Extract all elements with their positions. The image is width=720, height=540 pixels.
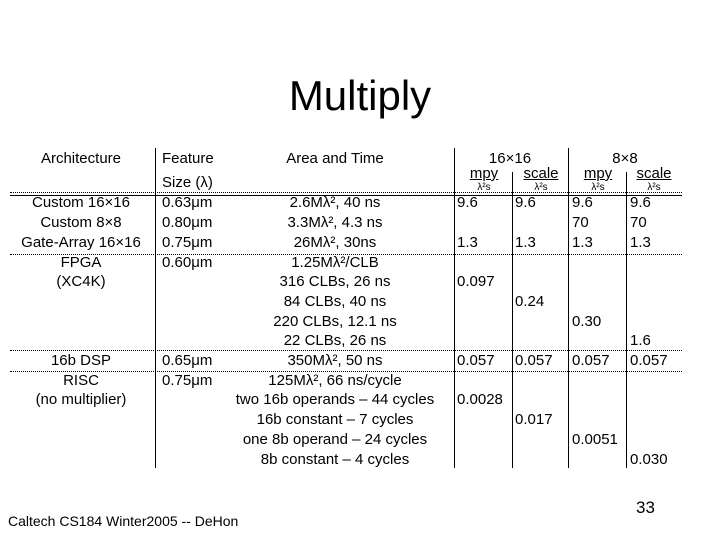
cell-scale-16: 9.6 bbox=[515, 194, 536, 211]
header-group-16x16: 16×16 bbox=[488, 150, 532, 167]
cell-feature: 0.65μm bbox=[162, 352, 213, 369]
column-divider bbox=[454, 148, 455, 468]
cell-area-time: 16b constant – 7 cycles bbox=[256, 411, 414, 428]
cell-area-time: 26Mλ², 30ns bbox=[293, 234, 377, 251]
cell-scale-8: 9.6 bbox=[630, 194, 651, 211]
cell-architecture: Gate-Array 16×16 bbox=[21, 234, 141, 251]
cell-architecture: (XC4K) bbox=[56, 273, 106, 290]
cell-area-time: 2.6Mλ², 40 ns bbox=[289, 194, 381, 211]
cell-feature: 0.75μm bbox=[162, 372, 213, 389]
cell-area-time: 220 CLBs, 12.1 ns bbox=[273, 313, 397, 330]
cell-scale-8: 0.057 bbox=[630, 352, 668, 369]
cell-mpy-16: 0.057 bbox=[457, 352, 495, 369]
cell-mpy-16: 9.6 bbox=[457, 194, 478, 211]
cell-architecture: RISC bbox=[63, 372, 99, 389]
column-divider bbox=[155, 148, 156, 468]
cell-area-time: 125Mλ², 66 ns/cycle bbox=[268, 372, 402, 389]
cell-area-time: one 8b operand – 24 cycles bbox=[242, 431, 428, 448]
header-area-time: Area and Time bbox=[286, 150, 384, 167]
cell-area-time: 8b constant – 4 cycles bbox=[260, 451, 410, 468]
cell-scale-16: 0.017 bbox=[515, 411, 553, 428]
header-feature-line1: Feature bbox=[162, 150, 214, 167]
cell-area-time: 3.3Mλ², 4.3 ns bbox=[287, 214, 383, 231]
cell-feature: 0.63μm bbox=[162, 194, 213, 211]
column-divider bbox=[568, 148, 569, 468]
cell-scale-8: 1.6 bbox=[630, 332, 651, 349]
header-feature-line2: Size (λ) bbox=[162, 174, 213, 191]
header-group-8x8: 8×8 bbox=[612, 150, 638, 167]
column-divider bbox=[512, 172, 513, 468]
cell-mpy-8: 9.6 bbox=[572, 194, 593, 211]
cell-architecture: (no multiplier) bbox=[35, 391, 127, 408]
page-number: 33 bbox=[636, 498, 655, 517]
header-unit-scale-8: λ²s bbox=[647, 182, 661, 193]
cell-mpy-8: 0.30 bbox=[572, 313, 602, 330]
cell-mpy-16: 0.097 bbox=[457, 273, 495, 290]
slide-footer: Caltech CS184 Winter2005 -- DeHon bbox=[8, 513, 239, 529]
cell-scale-16: 0.24 bbox=[515, 293, 545, 310]
header-architecture: Architecture bbox=[40, 150, 122, 167]
header-unit-mpy-16: λ²s bbox=[477, 182, 491, 193]
cell-architecture: 16b DSP bbox=[50, 352, 112, 369]
cell-mpy-16: 1.3 bbox=[457, 234, 478, 251]
header-scale-8: scale bbox=[636, 165, 672, 182]
cell-mpy-8: 0.057 bbox=[572, 352, 610, 369]
slide-title: Multiply bbox=[288, 72, 432, 119]
cell-scale-8: 0.030 bbox=[630, 451, 668, 468]
header-scale-16: scale bbox=[523, 165, 559, 182]
cell-area-time: 350Mλ², 50 ns bbox=[287, 352, 383, 369]
cell-mpy-16: 0.0028 bbox=[457, 391, 503, 408]
cell-area-time: 22 CLBs, 26 ns bbox=[283, 332, 387, 349]
cell-feature: 0.75μm bbox=[162, 234, 213, 251]
header-mpy-8: mpy bbox=[583, 165, 613, 182]
cell-area-time: 84 CLBs, 40 ns bbox=[283, 293, 387, 310]
cell-scale-8: 70 bbox=[630, 214, 647, 231]
header-unit-scale-16: λ²s bbox=[534, 182, 548, 193]
header-unit-mpy-8: λ²s bbox=[591, 182, 605, 193]
cell-mpy-8: 70 bbox=[572, 214, 589, 231]
cell-area-time: two 16b operands – 44 cycles bbox=[235, 391, 435, 408]
cell-feature: 0.80μm bbox=[162, 214, 213, 231]
header-mpy-16: mpy bbox=[469, 165, 499, 182]
cell-mpy-8: 0.0051 bbox=[572, 431, 618, 448]
cell-scale-16: 1.3 bbox=[515, 234, 536, 251]
cell-area-time: 1.25Mλ²/CLB bbox=[291, 254, 379, 271]
cell-architecture: Custom 16×16 bbox=[32, 194, 130, 211]
cell-architecture: Custom 8×8 bbox=[40, 214, 122, 231]
cell-architecture: FPGA bbox=[60, 254, 102, 271]
cell-feature: 0.60μm bbox=[162, 254, 213, 271]
cell-scale-16: 0.057 bbox=[515, 352, 553, 369]
column-divider bbox=[626, 172, 627, 468]
cell-scale-8: 1.3 bbox=[630, 234, 651, 251]
cell-mpy-8: 1.3 bbox=[572, 234, 593, 251]
cell-area-time: 316 CLBs, 26 ns bbox=[279, 273, 391, 290]
